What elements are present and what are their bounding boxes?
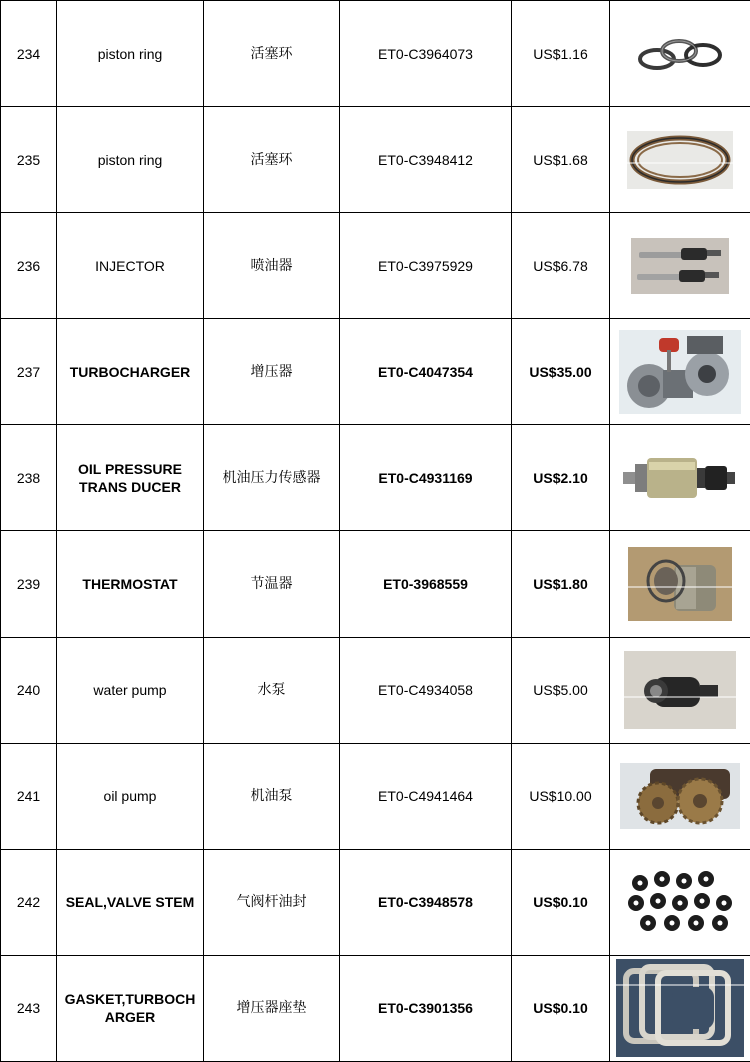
part-image-cell xyxy=(610,637,750,743)
part-image-cell xyxy=(610,849,750,955)
piston-ring-photo xyxy=(627,131,733,189)
price-cell: US$0.10 xyxy=(512,849,610,955)
part-image-cell xyxy=(610,1,750,107)
part-name-cn-cell: 水泵 xyxy=(204,637,340,743)
item-number-cell: 242 xyxy=(1,849,57,955)
part-name-en-cell: THERMOSTAT xyxy=(57,531,204,637)
part-name-en-cell: piston ring xyxy=(57,107,204,213)
part-name-cn-cell: 喷油器 xyxy=(204,213,340,319)
part-image-cell xyxy=(610,107,750,213)
price-cell: US$6.78 xyxy=(512,213,610,319)
price-cell: US$10.00 xyxy=(512,743,610,849)
part-name-cn-cell: 活塞环 xyxy=(204,1,340,107)
table-row xyxy=(1,531,750,637)
price-cell: US$1.16 xyxy=(512,1,610,107)
item-number-cell: 237 xyxy=(1,319,57,425)
part-name-cn-cell: 机油压力传感器 xyxy=(204,425,340,531)
table-row xyxy=(1,1,750,107)
part-name-cn-cell: 节温器 xyxy=(204,531,340,637)
item-number-cell: 243 xyxy=(1,955,57,1061)
piston-ring-set-photo xyxy=(635,29,725,79)
table-row xyxy=(1,637,750,743)
part-code-cell: ET0-C3948578 xyxy=(340,849,512,955)
part-code-cell: ET0-C3948412 xyxy=(340,107,512,213)
part-image-cell xyxy=(610,319,750,425)
part-image-cell xyxy=(610,213,750,319)
table-row xyxy=(1,213,750,319)
part-name-en-cell: TURBOCHARGER xyxy=(57,319,204,425)
item-number-cell: 239 xyxy=(1,531,57,637)
price-cell: US$0.10 xyxy=(512,955,610,1061)
item-number-cell: 235 xyxy=(1,107,57,213)
part-name-en-cell: oil pump xyxy=(57,743,204,849)
part-image-cell xyxy=(610,425,750,531)
price-cell: US$1.80 xyxy=(512,531,610,637)
item-number-cell: 238 xyxy=(1,425,57,531)
table-row xyxy=(1,319,750,425)
item-number-cell: 236 xyxy=(1,213,57,319)
part-name-en-cell: water pump xyxy=(57,637,204,743)
turbocharger-photo xyxy=(619,330,741,414)
price-cell: US$5.00 xyxy=(512,637,610,743)
water-pump-photo xyxy=(624,651,736,729)
part-name-cn-cell: 机油泵 xyxy=(204,743,340,849)
item-number-cell: 241 xyxy=(1,743,57,849)
part-name-en-cell: GASKET,TURBOCH ARGER xyxy=(57,955,204,1061)
thermostat-photo xyxy=(628,547,732,621)
part-name-cn-cell: 气阀杆油封 xyxy=(204,849,340,955)
part-code-cell: ET0-C3975929 xyxy=(340,213,512,319)
injector-photo xyxy=(631,238,729,294)
price-cell: US$35.00 xyxy=(512,319,610,425)
table-row xyxy=(1,849,750,955)
valve-stem-seals-photo xyxy=(622,867,738,937)
part-name-en-cell: SEAL,VALVE STEM xyxy=(57,849,204,955)
part-name-cn-cell: 增压器座垫 xyxy=(204,955,340,1061)
part-image-cell xyxy=(610,955,750,1061)
part-name-cn-cell: 活塞环 xyxy=(204,107,340,213)
table-row xyxy=(1,425,750,531)
part-code-cell: ET0-C3964073 xyxy=(340,1,512,107)
part-code-cell: ET0-C4941464 xyxy=(340,743,512,849)
price-cell: US$1.68 xyxy=(512,107,610,213)
part-code-cell: ET0-3968559 xyxy=(340,531,512,637)
item-number-cell: 240 xyxy=(1,637,57,743)
part-code-cell: ET0-C4931169 xyxy=(340,425,512,531)
price-cell: US$2.10 xyxy=(512,425,610,531)
part-code-cell: ET0-C4047354 xyxy=(340,319,512,425)
part-image-cell xyxy=(610,743,750,849)
part-name-en-cell: piston ring xyxy=(57,1,204,107)
part-name-en-cell: OIL PRESSURE TRANS DUCER xyxy=(57,425,204,531)
part-name-en-cell: INJECTOR xyxy=(57,213,204,319)
turbo-gasket-photo xyxy=(616,959,744,1057)
item-number-cell: 234 xyxy=(1,1,57,107)
oil-pressure-sensor-photo xyxy=(619,448,741,508)
oil-pump-gears-photo xyxy=(620,763,740,829)
table-row xyxy=(1,955,750,1061)
part-image-cell xyxy=(610,531,750,637)
table-row xyxy=(1,107,750,213)
part-code-cell: ET0-C4934058 xyxy=(340,637,512,743)
table-row xyxy=(1,743,750,849)
part-code-cell: ET0-C3901356 xyxy=(340,955,512,1061)
part-name-cn-cell: 增压器 xyxy=(204,319,340,425)
